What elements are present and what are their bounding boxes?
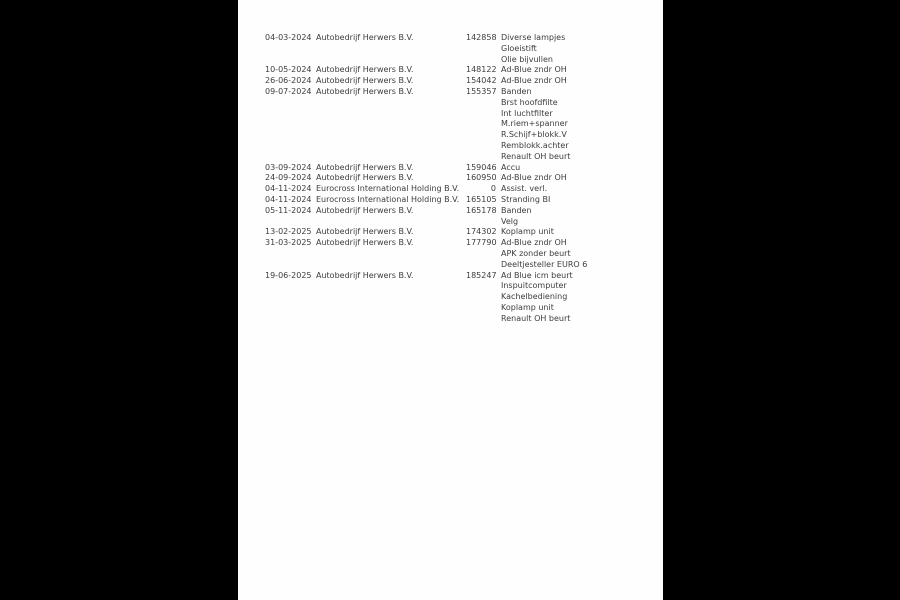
company-cell: Eurocross International Holding B.V. [316, 184, 460, 194]
company-cell: Autobedrijf Herwers B.V. [316, 238, 414, 248]
company-cell: Autobedrijf Herwers B.V. [316, 205, 414, 215]
table-row [265, 65, 659, 76]
description-line: Renault OH beurt [501, 151, 571, 161]
description-line: Olie bijvullen [501, 54, 553, 64]
mileage-cell: 185247 [466, 270, 497, 280]
description-cell [496, 206, 659, 228]
description-line: Renault OH beurt [501, 313, 571, 323]
description-line: Ad-Blue zndr OH [501, 76, 567, 86]
description-line: Deeltjesteller EURO 6 [501, 259, 588, 269]
mileage-cell: 160950 [466, 173, 497, 183]
description-line: Remblokk.achter [501, 140, 569, 150]
mileage-cell: 0 [490, 184, 496, 194]
description-cell [496, 173, 659, 184]
description-line: Gloeistift [501, 43, 537, 53]
mileage-cell: 177790 [466, 238, 497, 248]
mileage-cell: 142858 [466, 33, 497, 42]
mileage-cell: 165105 [466, 194, 497, 204]
document-page [238, 0, 663, 600]
date-cell: 04-11-2024 [265, 194, 312, 204]
description-cell [496, 163, 659, 174]
description-line: Brst hoofdfilte [501, 97, 558, 107]
date-cell: 05-11-2024 [265, 205, 312, 215]
table-row [265, 195, 659, 206]
description-line: Inspuitcomputer [501, 281, 567, 291]
company-cell: Autobedrijf Herwers B.V. [316, 65, 414, 75]
description-cell [496, 87, 659, 163]
date-cell: 04-03-2024 [265, 33, 312, 42]
company-cell: Autobedrijf Herwers B.V. [316, 86, 414, 96]
letterbox-right [663, 0, 900, 600]
date-cell: 04-11-2024 [265, 184, 312, 194]
description-line: Ad-Blue zndr OH [501, 173, 567, 183]
company-cell: Autobedrijf Herwers B.V. [316, 33, 414, 42]
mileage-cell: 155357 [466, 86, 497, 96]
letterbox-left [0, 0, 238, 600]
description-line: Koplamp unit [501, 302, 554, 312]
table-row [265, 76, 659, 87]
description-cell [496, 195, 659, 206]
mileage-cell: 154042 [466, 76, 497, 86]
table-row [265, 163, 659, 174]
table-row [265, 33, 659, 65]
description-cell [496, 271, 659, 325]
description-line: Ad-Blue zndr OH [501, 238, 567, 248]
description-line: Velg [501, 216, 519, 226]
table-row [265, 206, 659, 228]
description-line: Int luchtfilter [501, 108, 553, 118]
date-cell: 13-02-2025 [265, 227, 312, 237]
company-cell: Autobedrijf Herwers B.V. [316, 270, 414, 280]
date-cell: 26-06-2024 [265, 76, 312, 86]
table-row [265, 227, 659, 238]
company-cell: Autobedrijf Herwers B.V. [316, 76, 414, 86]
table-row [265, 173, 659, 184]
description-line: Ad-Blue zndr OH [501, 65, 567, 75]
table-row [265, 271, 659, 325]
company-cell: Eurocross International Holding B.V. [316, 194, 460, 204]
company-cell: Autobedrijf Herwers B.V. [316, 173, 414, 183]
date-cell: 03-09-2024 [265, 162, 312, 172]
maintenance-table [265, 33, 659, 325]
description-cell [496, 184, 659, 195]
mileage-cell: 174302 [466, 227, 497, 237]
description-cell [496, 33, 659, 65]
date-cell: 10-05-2024 [265, 65, 312, 75]
table-row [265, 87, 659, 163]
description-line: Diverse lampjes [501, 33, 566, 42]
mileage-cell: 159046 [466, 162, 497, 172]
description-line: Accu [501, 162, 521, 172]
description-line: Kachelbediening [501, 292, 568, 302]
description-cell [496, 65, 659, 76]
mileage-cell: 148122 [466, 65, 497, 75]
table-row [265, 184, 659, 195]
description-cell [496, 76, 659, 87]
date-cell: 31-03-2025 [265, 238, 312, 248]
description-line: Ad Blue icm beurt [501, 270, 573, 280]
description-line: Stranding BI [501, 194, 551, 204]
description-line: R.Schijf+blokk.V [501, 130, 567, 140]
date-cell: 09-07-2024 [265, 86, 312, 96]
description-line: Banden [501, 86, 532, 96]
company-cell: Autobedrijf Herwers B.V. [316, 227, 414, 237]
date-cell: 24-09-2024 [265, 173, 312, 183]
description-line: M.riem+spanner [501, 119, 568, 129]
mileage-cell: 165178 [466, 205, 497, 215]
company-cell: Autobedrijf Herwers B.V. [316, 162, 414, 172]
description-line: Assist. verl. [501, 184, 548, 194]
description-line: Banden [501, 205, 532, 215]
description-cell [496, 238, 659, 270]
description-line: APK zonder beurt [501, 248, 571, 258]
table-row [265, 238, 659, 270]
description-cell [496, 227, 659, 238]
description-line: Koplamp unit [501, 227, 554, 237]
date-cell: 19-06-2025 [265, 270, 312, 280]
